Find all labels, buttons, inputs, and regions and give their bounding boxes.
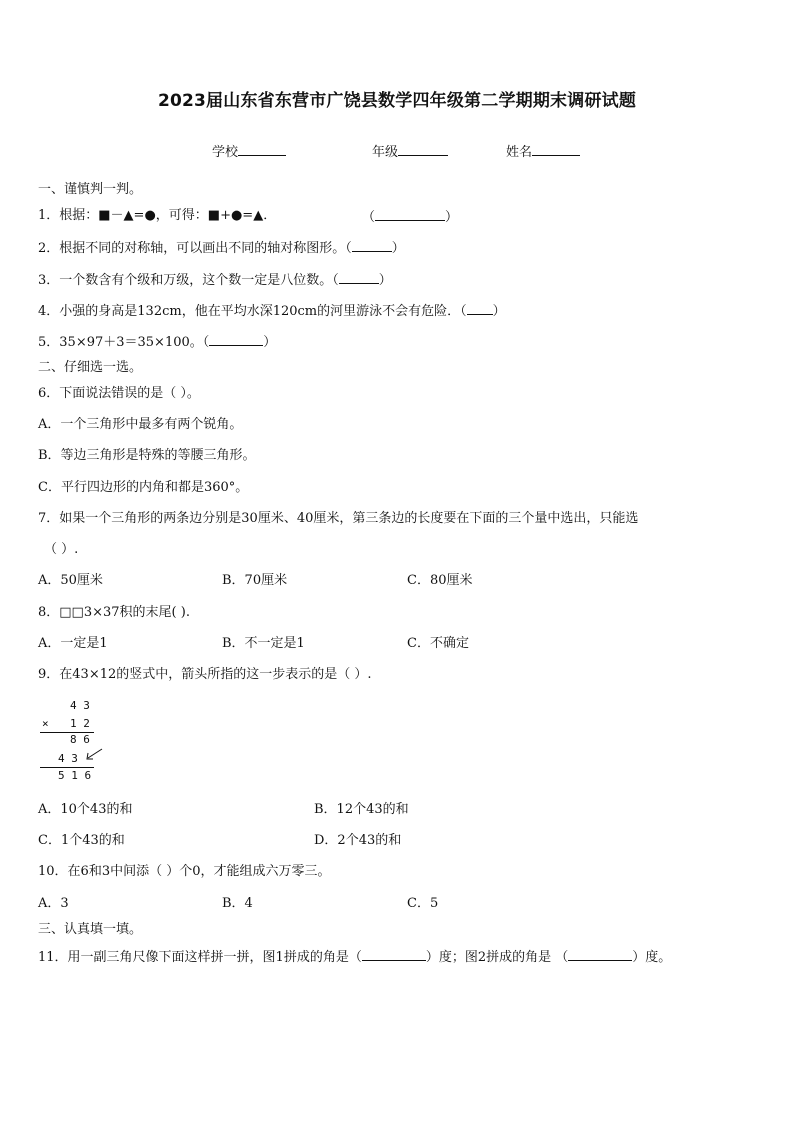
calc-times-sign: × [42,717,49,730]
question-7-option-c[interactable]: C．80厘米 [407,573,473,588]
question-1-text: 1．根据：■－▲=●，可得：■+●=▲． [38,208,277,223]
question-2-blank[interactable] [352,239,392,252]
question-6-option-b[interactable]: B．等边三角形是特殊的等腰三角形。 [38,448,256,463]
school-blank[interactable] [238,143,286,156]
question-6-text: 6．下面说法错误的是（ ）。 [38,386,200,401]
question-8-text: 8．□□3×37积的末尾( ). [38,605,190,620]
question-8-option-a[interactable]: A．一定是1 [38,636,108,651]
question-11-blank-1[interactable] [362,948,426,961]
question-1-paren-close: ） [445,210,459,225]
question-4 [38,302,506,320]
question-3-text: 3．一个数含有个级和万级，这个数一定是八位数。（ [38,273,339,288]
question-9-text: 9．在43×12的竖式中，箭头所指的这一步表示的是（ ）. [38,667,372,682]
school-label: 学校 [212,145,239,160]
calc-row-4: 4 3 [58,752,78,765]
question-2-paren-close: ） [391,241,405,256]
calc-row-2: 1 2 [70,717,90,730]
calc-row-5: 5 1 6 [58,769,92,782]
calc-row-1: 4 3 [70,699,90,712]
question-7-continuation: （ ）. [44,542,79,557]
question-10-option-b[interactable]: B．4 [222,896,253,911]
vertical-multiplication [38,697,118,787]
calc-rule-2 [40,767,94,768]
grade-field [372,141,448,160]
question-11 [38,948,671,966]
question-10-option-a[interactable]: A．3 [38,896,69,911]
question-4-blank[interactable] [467,302,493,315]
grade-label: 年级 [372,145,399,160]
question-4-text: 4．小强的身高是132cm，他在平均水深120cm的河里游泳不会有危险．（ [38,304,467,319]
school-field [212,141,286,160]
question-10-text: 10．在6和3中间添（ ）个0，才能组成六万零三。 [38,864,331,879]
question-7-text: 7．如果一个三角形的两条边分别是30厘米、40厘米，第三条边的长度要在下面的三个量中选出，只能选 [38,511,639,526]
question-9-option-c[interactable]: C．1个43的和 [38,833,125,848]
question-3 [38,271,392,289]
name-label: 姓名 [506,145,533,160]
grade-blank[interactable] [398,143,448,156]
section-2-heading: 二、仔细选一选。 [38,360,143,375]
question-7-option-a[interactable]: A．50厘米 [38,573,103,588]
question-11-text-2: ）度；图2拼成的角是 （ [425,950,569,965]
question-2 [38,239,405,257]
question-8-option-c[interactable]: C．不确定 [407,636,469,651]
question-1-blank[interactable] [375,208,445,221]
question-8-option-b[interactable]: B．不一定是1 [222,636,305,651]
question-6-option-a[interactable]: A．一个三角形中最多有两个锐角。 [38,417,243,432]
question-5-blank[interactable] [209,333,263,346]
question-10-option-c[interactable]: C．5 [407,896,439,911]
question-9-option-d[interactable]: D．2个43的和 [314,833,402,848]
question-1-paren-open: （ [362,210,376,225]
question-7-option-b[interactable]: B．70厘米 [222,573,288,588]
question-4-paren-close: ） [492,304,506,319]
arrow-icon [84,747,104,763]
question-11-text-1: 11．用一副三角尺像下面这样拼一拼，图1拼成的角是（ [38,950,362,965]
section-1-heading: 一、谨慎判一判。 [38,182,143,197]
question-11-blank-2[interactable] [568,948,632,961]
name-blank[interactable] [532,143,580,156]
question-9-option-a[interactable]: A．10个43的和 [38,802,133,817]
question-5 [38,333,276,351]
question-6-option-c[interactable]: C．平行四边形的内角和都是360°。 [38,480,249,495]
question-3-blank[interactable] [339,271,379,284]
calc-row-3: 8 6 [70,733,90,746]
question-1-answer[interactable] [362,208,458,226]
question-5-paren-close: ） [263,335,277,350]
section-3-heading: 三、认真填一填。 [38,922,143,937]
question-1 [38,208,276,224]
question-2-text: 2．根据不同的对称轴，可以画出不同的轴对称图形。（ [38,241,352,256]
question-5-text: 5．35×97＋3＝35×100。（ [38,335,210,350]
name-field [506,141,580,160]
question-3-paren-close: ） [378,273,392,288]
page-title: 2023届山东省东营市广饶县数学四年级第二学期期末调研试题 [157,91,637,111]
question-11-text-3: ）度。 [632,950,672,965]
question-9-option-b[interactable]: B．12个43的和 [314,802,409,817]
